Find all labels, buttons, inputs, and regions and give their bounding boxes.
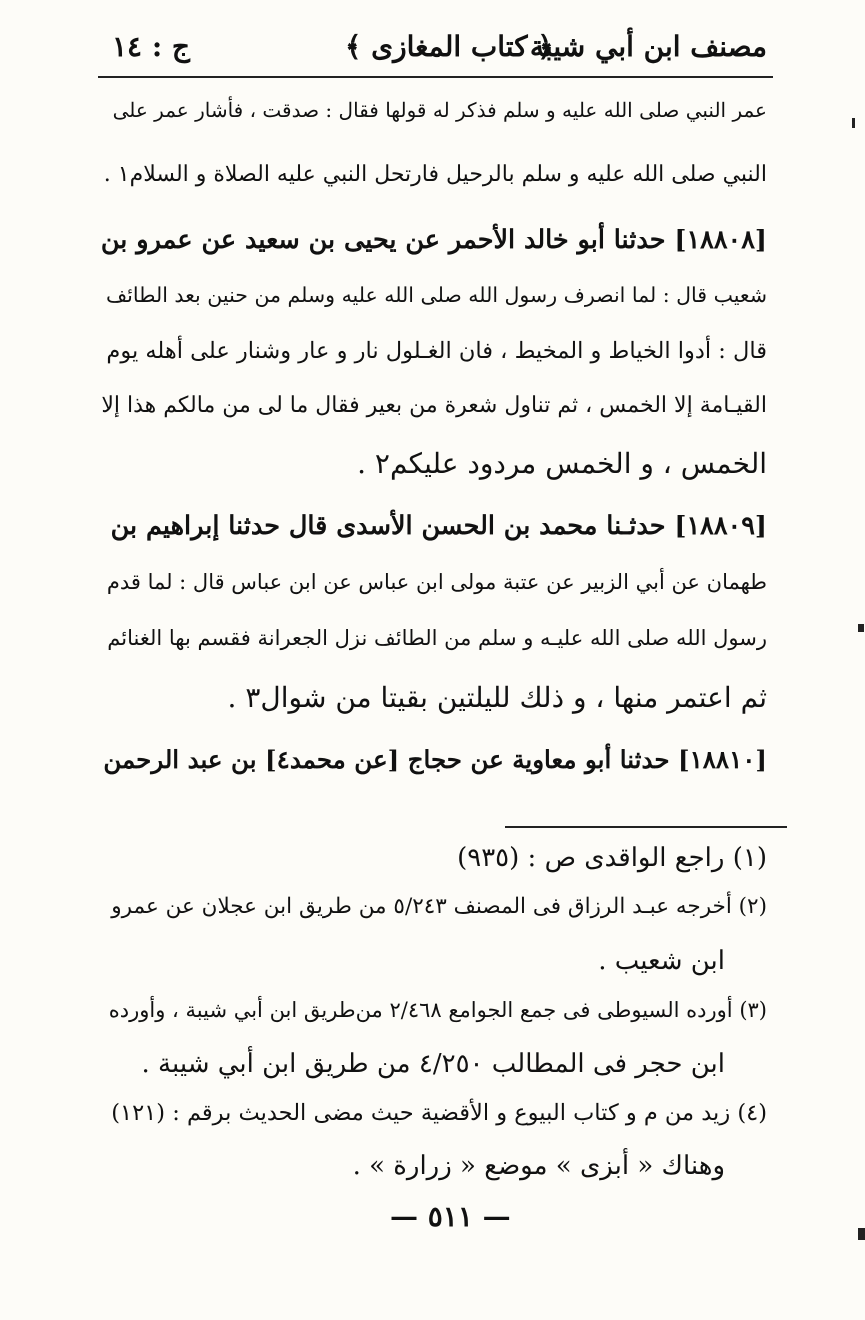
text-line: عمر النبي صلى الله عليه و سلم فذكر له قولها فقال : صدقت ، فأشار عمر على <box>112 98 767 122</box>
footnote-continuation: ابن حجر فى المطالب ٤/٢٥٠ من طريق ابن أبي شيبة . <box>141 1049 725 1079</box>
text-line: القيـامة إلا الخمس ، ثم تناول شعرة من بعير فقال ما لى من مالكم هذا إلا <box>101 393 767 418</box>
footnote-rule <box>505 826 787 828</box>
hadith-heading: [١٨٨٠٩] حدثـنا محمد بن الحسن الأسدى قال حدثنا إبراهيم بن <box>110 511 767 541</box>
footnote: (١) راجع الواقدى ص : (٩٣٥) <box>457 843 767 873</box>
text-line: طهمان عن أبي الزبير عن عتبة مولى ابن عباس عن ابن عباس قال : لما قدم <box>106 570 767 594</box>
page-number: — ٥١١ — <box>390 1200 511 1233</box>
hadith-heading: [١٨٨٠٨] حدثنا أبو خالد الأحمر عن يحيى بن سعيد عن عمرو بن <box>100 225 767 255</box>
footnote: (٢) أخرجه عبـد الرزاق فى المصنف ٥/٢٤٣ من طريق ابن عجلان عن عمرو <box>111 894 767 919</box>
hadith-heading: [١٨٨١٠] حدثنا أبو معاوية عن حجاج [عن محمد٤] بن عبد الرحمن <box>103 745 767 774</box>
scan-edge-mark <box>852 118 855 128</box>
footnote-continuation: ابن شعيب . <box>598 946 725 976</box>
text-line: ثم اعتمر منها ، و ذلك لليلتين بقيتا من شوال٣ . <box>227 681 767 714</box>
scan-edge-mark <box>858 624 864 632</box>
book-title: مصنف ابن أبي شيبة <box>529 30 767 63</box>
footnote-continuation: وهناك « أبزى » موضع « زرارة » . <box>352 1151 725 1181</box>
text-line: قال : أدوا الخياط و المخيط ، فان الغـلول نار و عار وشنار على أهله يوم <box>106 338 767 364</box>
footnote: (٤) زيد من م و كتاب البيوع و الأقضية حيث مضى الحديث برقم : (١٢١) <box>111 1100 767 1126</box>
text-line: رسول الله صلى الله عليـه و سلم من الطائف نزل الجعرانة فقسم بها الغنائم <box>107 626 767 650</box>
header-rule <box>98 76 773 78</box>
text-line: النبي صلى الله عليه و سلم بالرحيل فارتحل النبي عليه الصلاة و السلام١ . <box>103 162 767 187</box>
text-line: الخمس ، و الخمس مردود عليكم٢ . <box>357 447 767 480</box>
text-line: شعيب قال : لما انصرف رسول الله صلى الله عليه وسلم من حنين بعد الطائف <box>105 283 767 307</box>
footnote: (٣) أورده السيوطى فى جمع الجوامع ٢/٤٦٨ من‌طريق ابن أبي شيبة ، وأورده <box>108 998 767 1022</box>
volume-number: ج : ١٤ <box>112 30 190 63</box>
section-title: ﴿ كتاب المغازى ﴾ <box>345 30 554 63</box>
scan-edge-mark <box>858 1228 865 1240</box>
